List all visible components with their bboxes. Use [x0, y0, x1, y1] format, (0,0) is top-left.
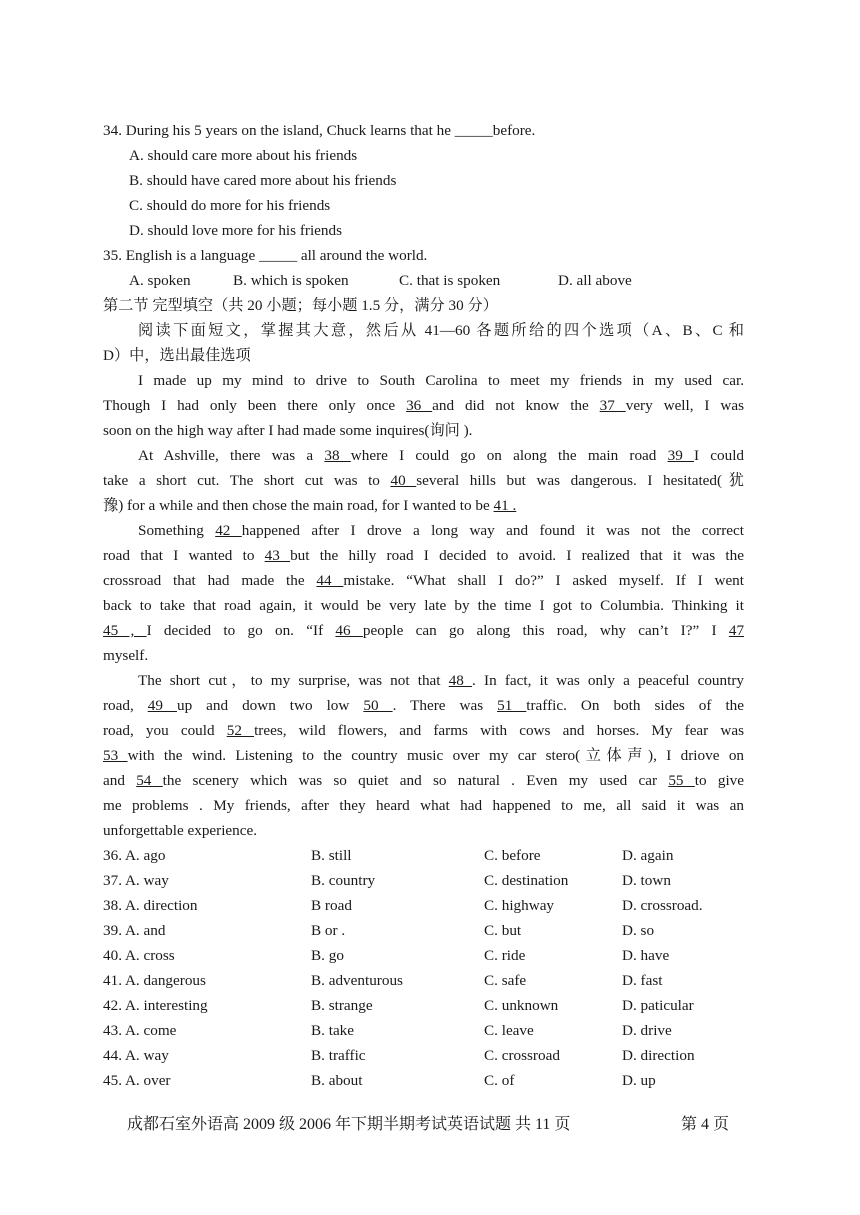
passage-line	[138, 518, 744, 543]
passage-line	[103, 793, 744, 818]
blank-number: 36	[406, 397, 433, 414]
passage-line	[103, 468, 744, 493]
section-instruction-line-2: D）中，选出最佳选项	[103, 347, 251, 364]
choice-option: 38. A. direction	[103, 897, 198, 914]
blank-number: 51	[497, 697, 527, 714]
passage-text: me problems . My friends, after they heard what had happened to me, all said it was an	[103, 797, 744, 814]
question-35-option-d: D. all above	[558, 272, 632, 289]
blank-number: 47	[728, 622, 745, 639]
passage-text: very well, I was	[625, 397, 744, 414]
question-35-stem: 35. English is a language _____ all around the world.	[103, 247, 428, 264]
blank-number: 42	[215, 522, 242, 539]
blank-number: 46	[335, 622, 363, 639]
passage-line	[103, 618, 744, 643]
choice-option: C. destination	[484, 872, 569, 889]
passage-text: and did not know the	[432, 397, 600, 414]
choice-option: 41. A. dangerous	[103, 972, 206, 989]
choice-option: 36. A. ago	[103, 847, 166, 864]
choice-option: C. leave	[484, 1022, 534, 1039]
choice-option: D. have	[622, 947, 670, 964]
blank-number: 53	[103, 747, 128, 764]
blank-number: 55	[668, 772, 695, 789]
blank-number: 37	[599, 397, 626, 414]
footer-exam-title: 成都石室外语高 2009 级 2006 年下期半期考试英语试题 共 11 页	[127, 1116, 571, 1133]
passage-text: with the wind. Listening to the country music over my car stero(立体声), I driove on	[127, 747, 745, 764]
choice-option: 40. A. cross	[103, 947, 175, 964]
passage-text: and	[103, 772, 137, 789]
passage-line	[103, 693, 744, 718]
choice-option: 45. A. over	[103, 1072, 171, 1089]
question-34-stem: 34. During his 5 years on the island, Chuck learns that he _____before.	[103, 122, 536, 139]
choice-option: B. strange	[311, 997, 373, 1014]
section-instruction-line-1: 阅读下面短文，掌握其大意，然后从 41—60 各题所给的四个选项（A、B、C 和	[138, 322, 744, 339]
choice-option: C. highway	[484, 897, 555, 914]
blank-number: 44	[316, 572, 344, 589]
passage-text: to give	[694, 772, 744, 789]
question-35-option-c: C. that is spoken	[399, 272, 501, 289]
choice-option: D. paticular	[622, 997, 694, 1014]
choice-option: D. town	[622, 872, 671, 889]
choice-option: 39. A. and	[103, 922, 166, 939]
choice-option: 42. A. interesting	[103, 997, 208, 1014]
passage-line	[103, 818, 744, 843]
choice-option: C. of	[484, 1072, 515, 1089]
passage-text: happened after I drove a long way and found it was not the correct	[241, 522, 744, 539]
passage-text: I decided to go on. “If	[146, 622, 336, 639]
blank-number: 39	[667, 447, 694, 464]
choice-option: 37. A. way	[103, 872, 169, 889]
passage-line	[138, 443, 744, 468]
choice-option: B. take	[311, 1022, 355, 1039]
choice-option: D. direction	[622, 1047, 695, 1064]
passage-text: . There was	[392, 697, 498, 714]
passage-text: soon on the high way after I had made some inquires(询问 ).	[103, 422, 473, 439]
passage-text: people can go along this road, why can’t I?” I	[362, 622, 729, 639]
choice-option: D. drive	[622, 1022, 672, 1039]
passage-text: myself.	[103, 647, 149, 664]
passage-text: The short cut，to my surprise, was not that	[138, 672, 449, 689]
blank-number: 38	[324, 447, 351, 464]
choice-option: D. again	[622, 847, 674, 864]
blank-number: 41 .	[493, 497, 517, 514]
passage-text: Something	[138, 522, 216, 539]
choice-option: B. country	[311, 872, 376, 889]
blank-number: 48	[448, 672, 473, 689]
passage-line	[103, 768, 744, 793]
choice-option: D. fast	[622, 972, 663, 989]
blank-number: 43	[264, 547, 291, 564]
choice-option: D. up	[622, 1072, 656, 1089]
passage-line	[138, 668, 744, 693]
choice-option: C. before	[484, 847, 541, 864]
choice-option: B. about	[311, 1072, 363, 1089]
choice-option: C. crossroad	[484, 1047, 560, 1064]
passage-line	[103, 718, 744, 743]
choice-option: 44. A. way	[103, 1047, 169, 1064]
passage-text: up and down two low	[176, 697, 364, 714]
choice-option: C. but	[484, 922, 522, 939]
question-34-option-d: D. should love more for his friends	[129, 222, 343, 239]
passage-text: trees, wild flowers, and farms with cows and horses. My fear was	[254, 722, 744, 739]
question-35-option-a: A. spoken	[129, 272, 191, 289]
passage-text: but the hilly road I decided to avoid. I realized that it was the	[290, 547, 744, 564]
choice-option: B. adventurous	[311, 972, 403, 989]
choice-option: D. so	[622, 922, 655, 939]
passage-text: traffic. On both sides of the	[526, 697, 745, 714]
passage-line	[103, 593, 744, 618]
passage-text: 豫) for a while and then chose the main road, for I wanted to be	[103, 497, 494, 514]
section-heading: 第二节 完型填空（共 20 小题；每小题 1.5 分，满分 30 分）	[103, 297, 498, 314]
passage-line	[103, 568, 744, 593]
choice-option: C. unknown	[484, 997, 559, 1014]
blank-number: 52	[226, 722, 255, 739]
passage-text: where I could go on along the main road	[350, 447, 668, 464]
blank-number: 45 ,	[103, 622, 147, 639]
passage-text: . In fact, it was only a peaceful country	[472, 672, 744, 689]
passage-text: back to take that road again, it would be very late by the time I got to Columbia. Thinking it	[103, 597, 744, 614]
blank-number: 49	[147, 697, 177, 714]
passage-text: unforgettable experience.	[103, 822, 258, 839]
choice-option: C. ride	[484, 947, 526, 964]
passage-text: Though I had only been there only once	[103, 397, 407, 414]
passage-line	[103, 418, 744, 443]
passage-text: road, you could	[103, 722, 227, 739]
passage-text: mistake. “What shall I do?” I asked myself. If I went	[343, 572, 744, 589]
passage-line	[103, 743, 744, 768]
choice-option: B or .	[311, 922, 346, 939]
question-34-option-c: C. should do more for his friends	[129, 197, 331, 214]
passage-line	[103, 643, 744, 668]
footer-page-number: 第 4 页	[681, 1116, 730, 1133]
choice-option: 43. A. come	[103, 1022, 177, 1039]
question-34-option-a: A. should care more about his friends	[129, 147, 358, 164]
passage-text: several hills but was dangerous. I hesitated(犹	[416, 472, 744, 489]
choice-option: D. crossroad.	[622, 897, 703, 914]
blank-number: 40	[390, 472, 417, 489]
choice-option: B. go	[311, 947, 344, 964]
question-34-option-b: B. should have cared more about his friends	[129, 172, 397, 189]
passage-line	[103, 543, 744, 568]
passage-line	[138, 368, 744, 393]
question-35-option-b: B. which is spoken	[233, 272, 349, 289]
passage-text: I could	[694, 447, 745, 464]
passage-text: road that I wanted to	[103, 547, 265, 564]
choice-option: B. still	[311, 847, 352, 864]
choice-option: C. safe	[484, 972, 527, 989]
passage-line	[103, 393, 744, 418]
passage-text: crossroad that had made the	[103, 572, 317, 589]
passage-text: take a short cut. The short cut was to	[103, 472, 391, 489]
blank-number: 50	[363, 697, 393, 714]
passage-text: At Ashville, there was a	[138, 447, 325, 464]
choice-option: B road	[311, 897, 352, 914]
passage-text: I made up my mind to drive to South Carolina to meet my friends in my used car.	[138, 372, 744, 389]
passage-line	[103, 493, 744, 518]
blank-number: 54	[136, 772, 163, 789]
choice-option: B. traffic	[311, 1047, 366, 1064]
passage-text: road,	[103, 697, 148, 714]
passage-text: the scenery which was so quiet and so natural . Even my used car	[162, 772, 669, 789]
